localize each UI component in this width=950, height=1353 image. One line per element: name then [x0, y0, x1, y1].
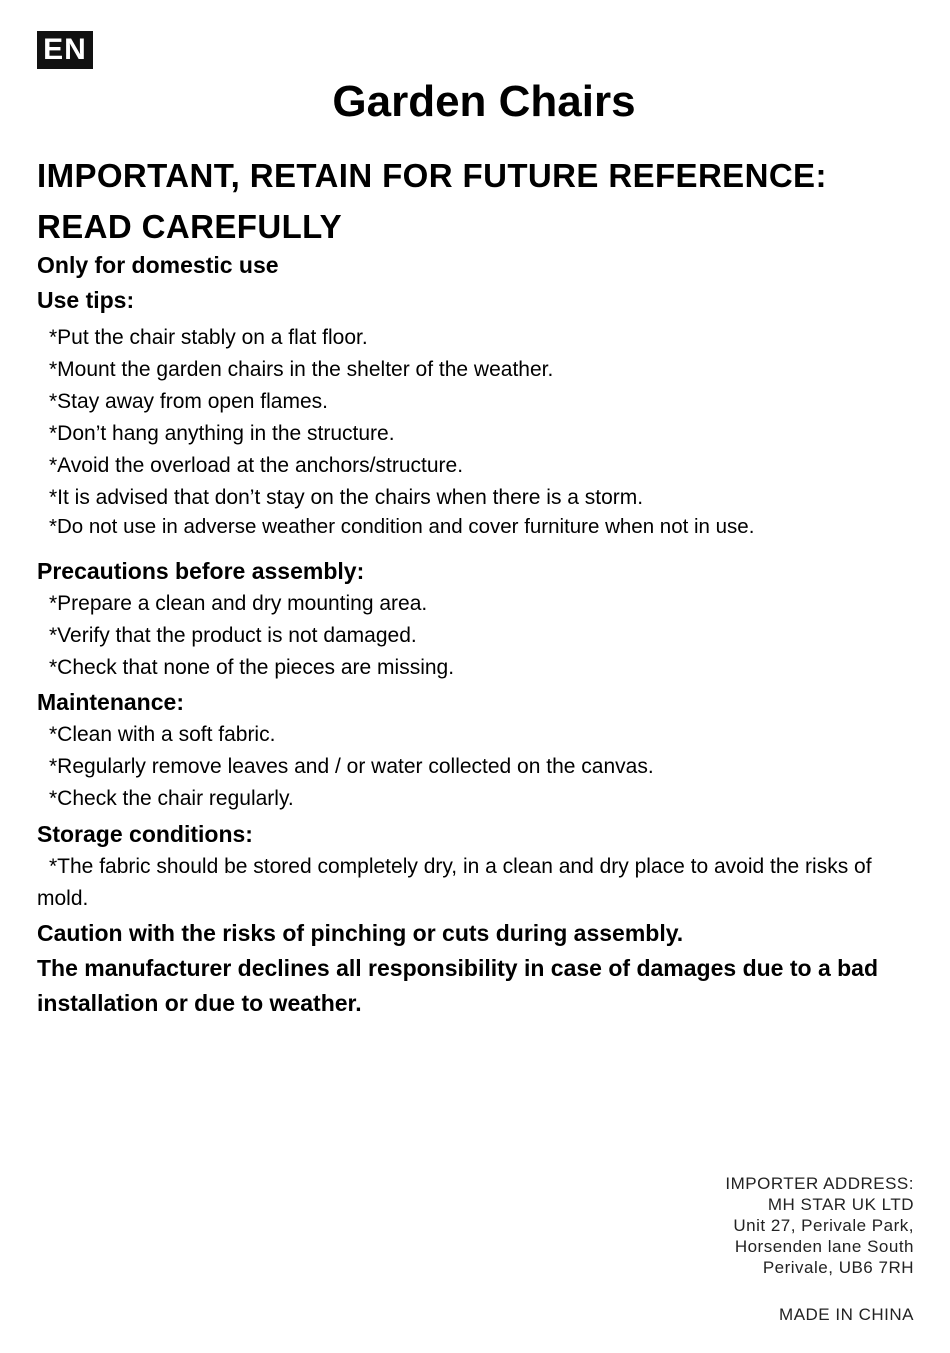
use-tip-item: *Don’t hang anything in the structure. [49, 422, 395, 445]
importer-line: MH STAR UK LTD [767, 1195, 914, 1214]
disclaimer-text: The manufacturer declines all responsibility in case of damages due to a bad installation or due to weather. [37, 955, 879, 1016]
use-tip-item: *Stay away from open flames. [49, 390, 328, 413]
use-tip-item: *Put the chair stably on a flat floor. [49, 326, 368, 349]
use-tip-item: *It is advised that don’t stay on the chairs when there is a storm. [49, 486, 644, 509]
language-badge: EN [37, 31, 93, 69]
precaution-item: *Check that none of the pieces are missing. [49, 656, 455, 679]
storage-heading: Storage conditions: [37, 821, 253, 847]
importer-label: IMPORTER ADDRESS: [725, 1174, 914, 1193]
maintenance-item: *Check the chair regularly. [49, 787, 294, 810]
use-tips-heading: Use tips: [37, 287, 135, 313]
precaution-item: *Verify that the product is not damaged. [49, 624, 417, 647]
maintenance-item: *Regularly remove leaves and / or water collected on the canvas. [49, 755, 654, 778]
caution-text: Caution with the risks of pinching or cuts during assembly. [37, 920, 684, 946]
made-in-label: MADE IN CHINA [779, 1305, 914, 1324]
importer-line: Horsenden lane South [734, 1237, 914, 1256]
precaution-item: *Prepare a clean and dry mounting area. [49, 592, 428, 615]
maintenance-item: *Clean with a soft fabric. [49, 723, 276, 746]
maintenance-heading: Maintenance: [37, 689, 184, 715]
importer-line: Unit 27, Perivale Park, [733, 1216, 914, 1235]
page-title: Garden Chairs [332, 77, 636, 126]
use-tip-item: *Do not use in adverse weather condition and cover furniture when not in use. [49, 515, 755, 538]
use-tip-item: *Mount the garden chairs in the shelter of the weather. [49, 358, 554, 381]
importer-address [725, 1173, 914, 1278]
importer-line: Perivale, UB6 7RH [762, 1258, 914, 1277]
important-notice: IMPORTANT, RETAIN FOR FUTURE REFERENCE: READ CAREFULLY [37, 157, 827, 245]
precautions-heading: Precautions before assembly: [37, 558, 365, 584]
domestic-use-heading: Only for domestic use [37, 252, 279, 278]
storage-text: *The fabric should be stored completely dry, in a clean and dry place to avoid the risks of mold. [37, 855, 872, 910]
use-tip-item: *Avoid the overload at the anchors/structure. [49, 454, 464, 477]
